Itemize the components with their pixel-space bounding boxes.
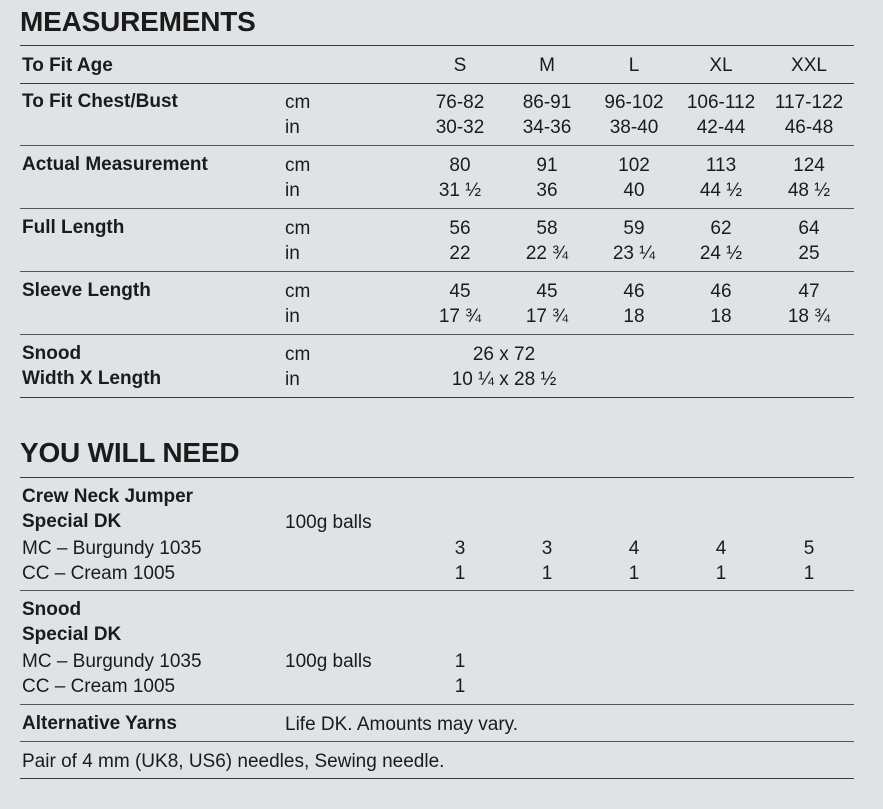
sleeve-label: Sleeve Length xyxy=(22,280,151,301)
measurements-title: MEASUREMENTS xyxy=(20,6,256,37)
full-length-in-value: 22 xyxy=(449,243,471,264)
jumper-mc-label: MC – Burgundy 1035 xyxy=(22,538,202,559)
actual-in-value: 31 ½ xyxy=(438,180,482,201)
jumper-cc-value: 1 xyxy=(628,563,640,584)
full-length-cm-value: 59 xyxy=(623,218,645,239)
snood-label: Snood xyxy=(22,343,82,364)
alternative-yarns-value: Life DK. Amounts may vary. xyxy=(285,714,519,735)
full-length-in-value: 24 ½ xyxy=(699,243,743,264)
divider xyxy=(20,778,854,779)
full-length-cm-value: 56 xyxy=(449,218,471,239)
divider xyxy=(20,208,854,209)
actual-cm-value: 80 xyxy=(449,155,471,176)
full-length-in-unit: in xyxy=(285,243,300,264)
actual-label: Actual Measurement xyxy=(22,154,208,175)
divider xyxy=(20,741,854,742)
actual-cm-value: 102 xyxy=(618,155,650,176)
sleeve-in-value: 18 xyxy=(710,306,732,327)
snood-yarn-label: Special DK xyxy=(22,624,122,645)
snood-cc-label: CC – Cream 1005 xyxy=(22,676,176,697)
sleeve-in-unit: in xyxy=(285,306,300,327)
jumper-mc-value: 3 xyxy=(454,538,466,559)
actual-cm-unit: cm xyxy=(285,155,311,176)
chest-in-value: 46-48 xyxy=(784,117,834,138)
actual-cm-value: 124 xyxy=(793,155,825,176)
chest-label: To Fit Chest/Bust xyxy=(22,91,178,112)
actual-in-unit: in xyxy=(285,180,300,201)
chest-in-value: 42-44 xyxy=(696,117,746,138)
jumper-mc-value: 4 xyxy=(715,538,727,559)
jumper-cc-value: 1 xyxy=(454,563,466,584)
alternative-yarns-label: Alternative Yarns xyxy=(22,713,177,734)
full-length-label: Full Length xyxy=(22,217,125,238)
size-header-s: S xyxy=(453,55,467,76)
chest-cm-value: 96-102 xyxy=(604,92,664,113)
needles-text: Pair of 4 mm (UK8, US6) needles, Sewing needle. xyxy=(22,751,445,772)
divider xyxy=(20,704,854,705)
snood-dimension-label: Width X Length xyxy=(22,368,162,389)
size-header-l: L xyxy=(628,55,640,76)
jumper-cc-value: 1 xyxy=(803,563,815,584)
jumper-mc-value: 4 xyxy=(628,538,640,559)
jumper-mc-value: 3 xyxy=(541,538,553,559)
actual-cm-value: 91 xyxy=(536,155,558,176)
full-length-in-value: 23 ¼ xyxy=(612,243,656,264)
full-length-cm-value: 64 xyxy=(798,218,820,239)
snood-in-value: 10 ¼ x 28 ½ xyxy=(451,369,557,390)
chest-cm-value: 106-112 xyxy=(686,92,756,113)
snood-cm-unit: cm xyxy=(285,344,311,365)
chest-in-unit: in xyxy=(285,117,300,138)
actual-in-value: 36 xyxy=(536,180,558,201)
chest-in-value: 38-40 xyxy=(609,117,659,138)
full-length-cm-unit: cm xyxy=(285,218,311,239)
jumper-yarn-label: Special DK xyxy=(22,511,122,532)
full-length-in-value: 25 xyxy=(798,243,820,264)
jumper-unit: 100g balls xyxy=(285,512,372,533)
sleeve-cm-unit: cm xyxy=(285,281,311,302)
snood-cm-value: 26 x 72 xyxy=(472,344,536,365)
jumper-cc-label: CC – Cream 1005 xyxy=(22,563,176,584)
fit-age-label: To Fit Age xyxy=(22,55,113,76)
jumper-label: Crew Neck Jumper xyxy=(22,486,194,507)
divider xyxy=(20,145,854,146)
jumper-cc-value: 1 xyxy=(541,563,553,584)
divider xyxy=(20,590,854,591)
chest-cm-value: 86-91 xyxy=(522,92,572,113)
snood-cc-value: 1 xyxy=(454,676,466,697)
chest-cm-unit: cm xyxy=(285,92,311,113)
full-length-cm-value: 58 xyxy=(536,218,558,239)
size-header-m: M xyxy=(539,55,555,76)
chest-cm-value: 117-122 xyxy=(774,92,844,113)
snood-unit: 100g balls xyxy=(285,651,372,672)
sleeve-cm-value: 45 xyxy=(536,281,558,302)
snood-mc-label: MC – Burgundy 1035 xyxy=(22,651,202,672)
snood-in-unit: in xyxy=(285,369,300,390)
divider xyxy=(20,45,854,46)
chest-in-value: 30-32 xyxy=(435,117,485,138)
sleeve-in-value: 17 ¾ xyxy=(438,306,482,327)
divider xyxy=(20,271,854,272)
divider xyxy=(20,83,854,84)
chest-cm-value: 76-82 xyxy=(435,92,485,113)
jumper-mc-value: 5 xyxy=(803,538,815,559)
sleeve-in-value: 17 ¾ xyxy=(525,306,569,327)
actual-in-value: 48 ½ xyxy=(787,180,831,201)
sleeve-in-value: 18 ¾ xyxy=(787,306,831,327)
sleeve-in-value: 18 xyxy=(623,306,645,327)
divider xyxy=(20,397,854,398)
chest-in-value: 34-36 xyxy=(522,117,572,138)
size-header-xl: XL xyxy=(709,55,733,76)
actual-cm-value: 113 xyxy=(705,155,737,176)
you-will-need-title: YOU WILL NEED xyxy=(20,437,240,468)
divider xyxy=(20,334,854,335)
jumper-cc-value: 1 xyxy=(715,563,727,584)
actual-in-value: 40 xyxy=(623,180,645,201)
size-header-xxl: XXL xyxy=(791,55,827,76)
snood-mc-value: 1 xyxy=(454,651,466,672)
sleeve-cm-value: 45 xyxy=(449,281,471,302)
actual-in-value: 44 ½ xyxy=(699,180,743,201)
snood-yarn-section-label: Snood xyxy=(22,599,82,620)
sleeve-cm-value: 46 xyxy=(623,281,645,302)
sleeve-cm-value: 46 xyxy=(710,281,732,302)
divider xyxy=(20,477,854,478)
sleeve-cm-value: 47 xyxy=(798,281,820,302)
full-length-in-value: 22 ¾ xyxy=(525,243,569,264)
full-length-cm-value: 62 xyxy=(710,218,732,239)
